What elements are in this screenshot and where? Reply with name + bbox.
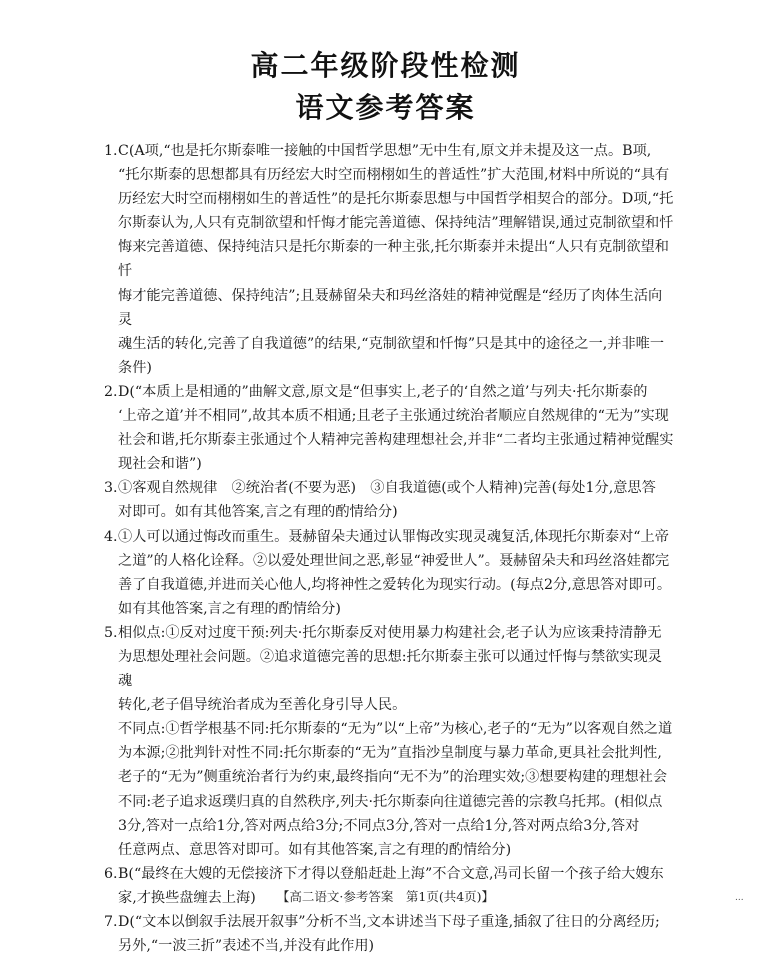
answer-5-differences: 不同点:①哲学根基不同:托尔斯泰的“无为”以“上帝”为核心,老子的“无为”以客观自然之道 为本源;②批判针对性不同:托尔斯泰的“无为”直指沙皇制度与暴力革命,更具社会批判性, 老子的“无为”侧重统治者行为约束,最终指向“无不为”的治理实效;③想要构建的理想社会 不同:老子追求返璞归真的自然秩序,列夫·托尔斯泰向往道德完善的宗教乌托邦。(相似点 3分,答对一点给1分,答对两点给3分;不同点3分,答对一点给1分,答对两点给3分,答对 任意两点、意思答对即可。如有其他答案,言之有理的酌情给分) (118, 721, 673, 858)
answer-item-4 (104, 525, 676, 621)
answer-item-1 (104, 139, 676, 380)
answer-number: 5. (104, 624, 118, 641)
answer-body (104, 139, 676, 958)
answer-text: ①人可以通过悔改而重生。聂赫留朵夫通过认罪悔改实现灵魂复活,体现托尔斯泰对“上帝 之道”的人格化诠释。②以爱处理世间之恶,彰显“神爱世人”。聂赫留朵夫和玛丝洛娃都完 善了自我道德,并进而关心他人,均将神性之爱转化为现实行动。(每点2分,意思答对即可。 如有其他答案,言之有理的酌情给分) (118, 528, 672, 617)
page-title-line2: 语文参考答案 (295, 91, 476, 124)
answer-text: D(“本质上是相通的”曲解文意,原文是“但事实上,老子的‘自然之道’与列夫·托尔斯泰的 ‘上帝之道’并不相同”,故其本质不相通;且老子主张通过统治者顺应自然规律的“无为”实现 社会和谐,托尔斯泰主张通过个人精神完善构建理想社会,并非“二者均主张通过精神觉醒实 现社会和谐”) (118, 383, 674, 473)
answer-text: B(“最终在大嫂的无偿接济下才得以登船赶赴上海”不合文意,冯司长留一个孩子给大嫂东 家,才换些盘缠去上海) (118, 865, 664, 906)
footer-mark: ... (735, 893, 744, 903)
answer-number: 7. (104, 914, 118, 930)
page-footer: 【高二语文·参考答案 第1页(共4页)】 (276, 889, 495, 904)
answer-number: 1. (104, 143, 118, 159)
page-title-line1: 高二年级阶段性检测 (250, 49, 521, 82)
answer-text: C(A项,“也是托尔斯泰唯一接触的中国哲学思想”无中生有,原文并未提及这一点。B项, “托尔斯泰的思想都具有历经宏大时空而栩栩如生的普适性”扩大范围,材料中所说的“具有 历经宏大时空而栩栩如生的普适性”的是托尔斯泰思想与中国哲学相契合的部分。D项,“托 尔斯泰认为,人只有克制欲望和忏悔才能完善道德、保持纯洁”理解错误,通过克制欲望和忏 悔来完善道德、保持纯洁只是托尔斯泰的一种主张,托尔斯泰并未提出“人只有克制欲望和忏 悔才能完善道德、保持纯洁”;且聂赫留朵夫和玛丝洛娃的精神觉醒是“经历了肉体生活向灵 魂生活的转化,完善了自我道德”的结果,“克制欲望和忏悔”只是其中的途径之一,并非唯一 条件) (118, 143, 674, 376)
answer-item-7 (104, 910, 676, 958)
answer-number: 6. (104, 865, 118, 882)
answer-item-5 (104, 621, 676, 717)
answer-text: 相似点:①反对过度干预:列夫·托尔斯泰反对使用暴力构建社会,老子认为应该秉持清静无 为思想处理社会问题。②追求道德完善的思想:托尔斯泰主张可以通过忏悔与禁欲实现灵魂 转化,老子倡导统治者成为至善化身引导人民。 (118, 624, 662, 714)
answer-text: D(“文本以倒叙手法展开叙事”分析不当,文本讲述当下母子重逢,插叙了往日的分离经历; 另外,“一波三折”表述不当,并没有此作用) (118, 914, 660, 955)
answer-item-3 (104, 476, 676, 524)
answer-number: 3. (104, 480, 118, 497)
answer-text: ①客观自然规律 ②统治者(不要为恶) ③自我道德(或个人精神)完善(每处1分,意思答 对即可。如有其他答案,言之有理的酌情给分) (118, 480, 656, 521)
answer-item-2 (104, 380, 676, 476)
answer-number: 2. (104, 383, 118, 400)
answer-number: 4. (104, 528, 118, 545)
